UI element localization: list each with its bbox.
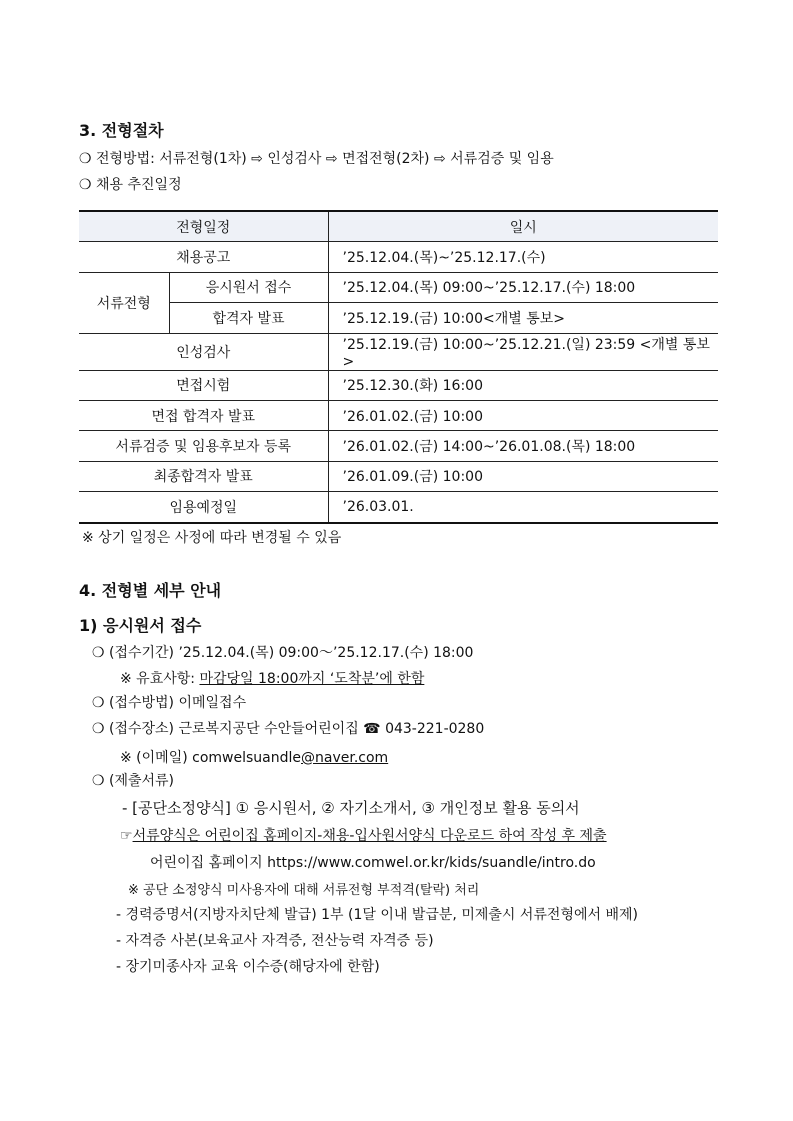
email-line: [120, 747, 388, 767]
table-row: [79, 492, 718, 523]
row-label: 서류검증 및 임용후보자 등록: [79, 431, 328, 461]
header-stage: 전형일정: [79, 211, 328, 242]
license-copy: - 자격증 사본(보육교사 자격증, 전산능력 자격증 등): [116, 933, 434, 949]
forms-list: - [공단소정양식] ① 응시원서, ② 자기소개서, ③ 개인정보 활용 동의서: [122, 799, 580, 817]
section3-title: 3. 전형절차: [79, 121, 164, 140]
procedure-steps: ❍ 전형방법: 서류전형(1차) ⇨ 인성검사 ⇨ 면접전형(2차) ⇨ 서류검증 및 임용: [79, 151, 554, 167]
caution-note: [120, 668, 424, 688]
row-value: ’26.01.02.(금) 10:00: [328, 400, 718, 430]
homepage-url[interactable]: 어린이집 홈페이지 https://www.comwel.or.kr/kids/suandle/intro.do: [150, 855, 596, 871]
row-label: 채용공고: [79, 242, 328, 272]
training-certificate: - 장기미종사자 교육 이수증(해당자에 한함): [116, 959, 380, 975]
email-link[interactable]: @naver.com: [301, 750, 389, 766]
row-label: 응시원서 접수: [169, 272, 328, 302]
download-text[interactable]: 서류양식은 어린이집 홈페이지-채용-입사원서양식 다운로드 하여 작성 후 제출: [132, 828, 607, 844]
schedule-table: [79, 210, 718, 524]
table-row: [79, 431, 718, 461]
download-instruction: [120, 825, 607, 845]
subsection-title: 1) 응시원서 접수: [79, 616, 202, 635]
documents-heading: ❍ (제출서류): [92, 773, 175, 789]
table-row: [79, 303, 718, 333]
row-value: ’26.01.09.(금) 10:00: [328, 461, 718, 491]
row-label: 합격자 발표: [169, 303, 328, 333]
row-value: ’25.12.19.(금) 10:00~’25.12.21.(일) 23:59 <개별 통보>: [328, 333, 718, 370]
row-label: 면접 합격자 발표: [79, 400, 328, 430]
table-row: [79, 272, 718, 302]
row-label: 최종합격자 발표: [79, 461, 328, 491]
row-value: ’25.12.04.(목) 09:00~’25.12.17.(수) 18:00: [328, 272, 718, 302]
schedule-heading: ❍ 채용 추진일정: [79, 177, 182, 193]
table-row: [79, 461, 718, 491]
application-period: ❍ (접수기간) ’25.12.04.(목) 09:00～’25.12.17.(수) 18:00: [92, 645, 474, 661]
table-row: [79, 333, 718, 370]
career-certificate: - 경력증명서(지방자치단체 발급) 1부 (1달 이내 발급분, 미제출시 서류전형에서 배제): [116, 907, 638, 923]
table-row: [79, 370, 718, 400]
row-label: 인성검사: [79, 333, 328, 370]
email-prefix: ※ (이메일) comwelsuandle: [120, 750, 301, 766]
row-label: 면접시험: [79, 370, 328, 400]
table-row: [79, 400, 718, 430]
row-value: ’26.03.01.: [328, 492, 718, 523]
pointing-hand-icon: ☞: [120, 828, 133, 844]
caution-prefix: ※ 유효사항:: [120, 671, 200, 687]
table-header-row: [79, 211, 718, 242]
row-value: ’25.12.30.(화) 16:00: [328, 370, 718, 400]
row-label: 임용예정일: [79, 492, 328, 523]
application-place: ❍ (접수장소) 근로복지공단 수안들어린이집 ☎ 043-221-0280: [92, 721, 485, 737]
application-method: ❍ (접수방법) 이메일접수: [92, 695, 247, 711]
row-group-label: 서류전형: [79, 272, 169, 333]
nonstandard-form-note: ※ 공단 소정양식 미사용자에 대해 서류전형 부적격(탈락) 처리: [128, 883, 480, 898]
row-value: ’25.12.19.(금) 10:00<개별 통보>: [328, 303, 718, 333]
row-value: ’26.01.02.(금) 14:00~’26.01.08.(목) 18:00: [328, 431, 718, 461]
section4-title: 4. 전형별 세부 안내: [79, 581, 222, 600]
schedule-note: ※ 상기 일정은 사정에 따라 변경될 수 있음: [82, 530, 342, 546]
table-row: [79, 242, 718, 272]
row-value: ’25.12.04.(목)~’25.12.17.(수): [328, 242, 718, 272]
caution-deadline: 마감당일 18:00까지 ‘도착분’에 한함: [199, 671, 425, 687]
header-datetime: 일시: [328, 211, 718, 242]
